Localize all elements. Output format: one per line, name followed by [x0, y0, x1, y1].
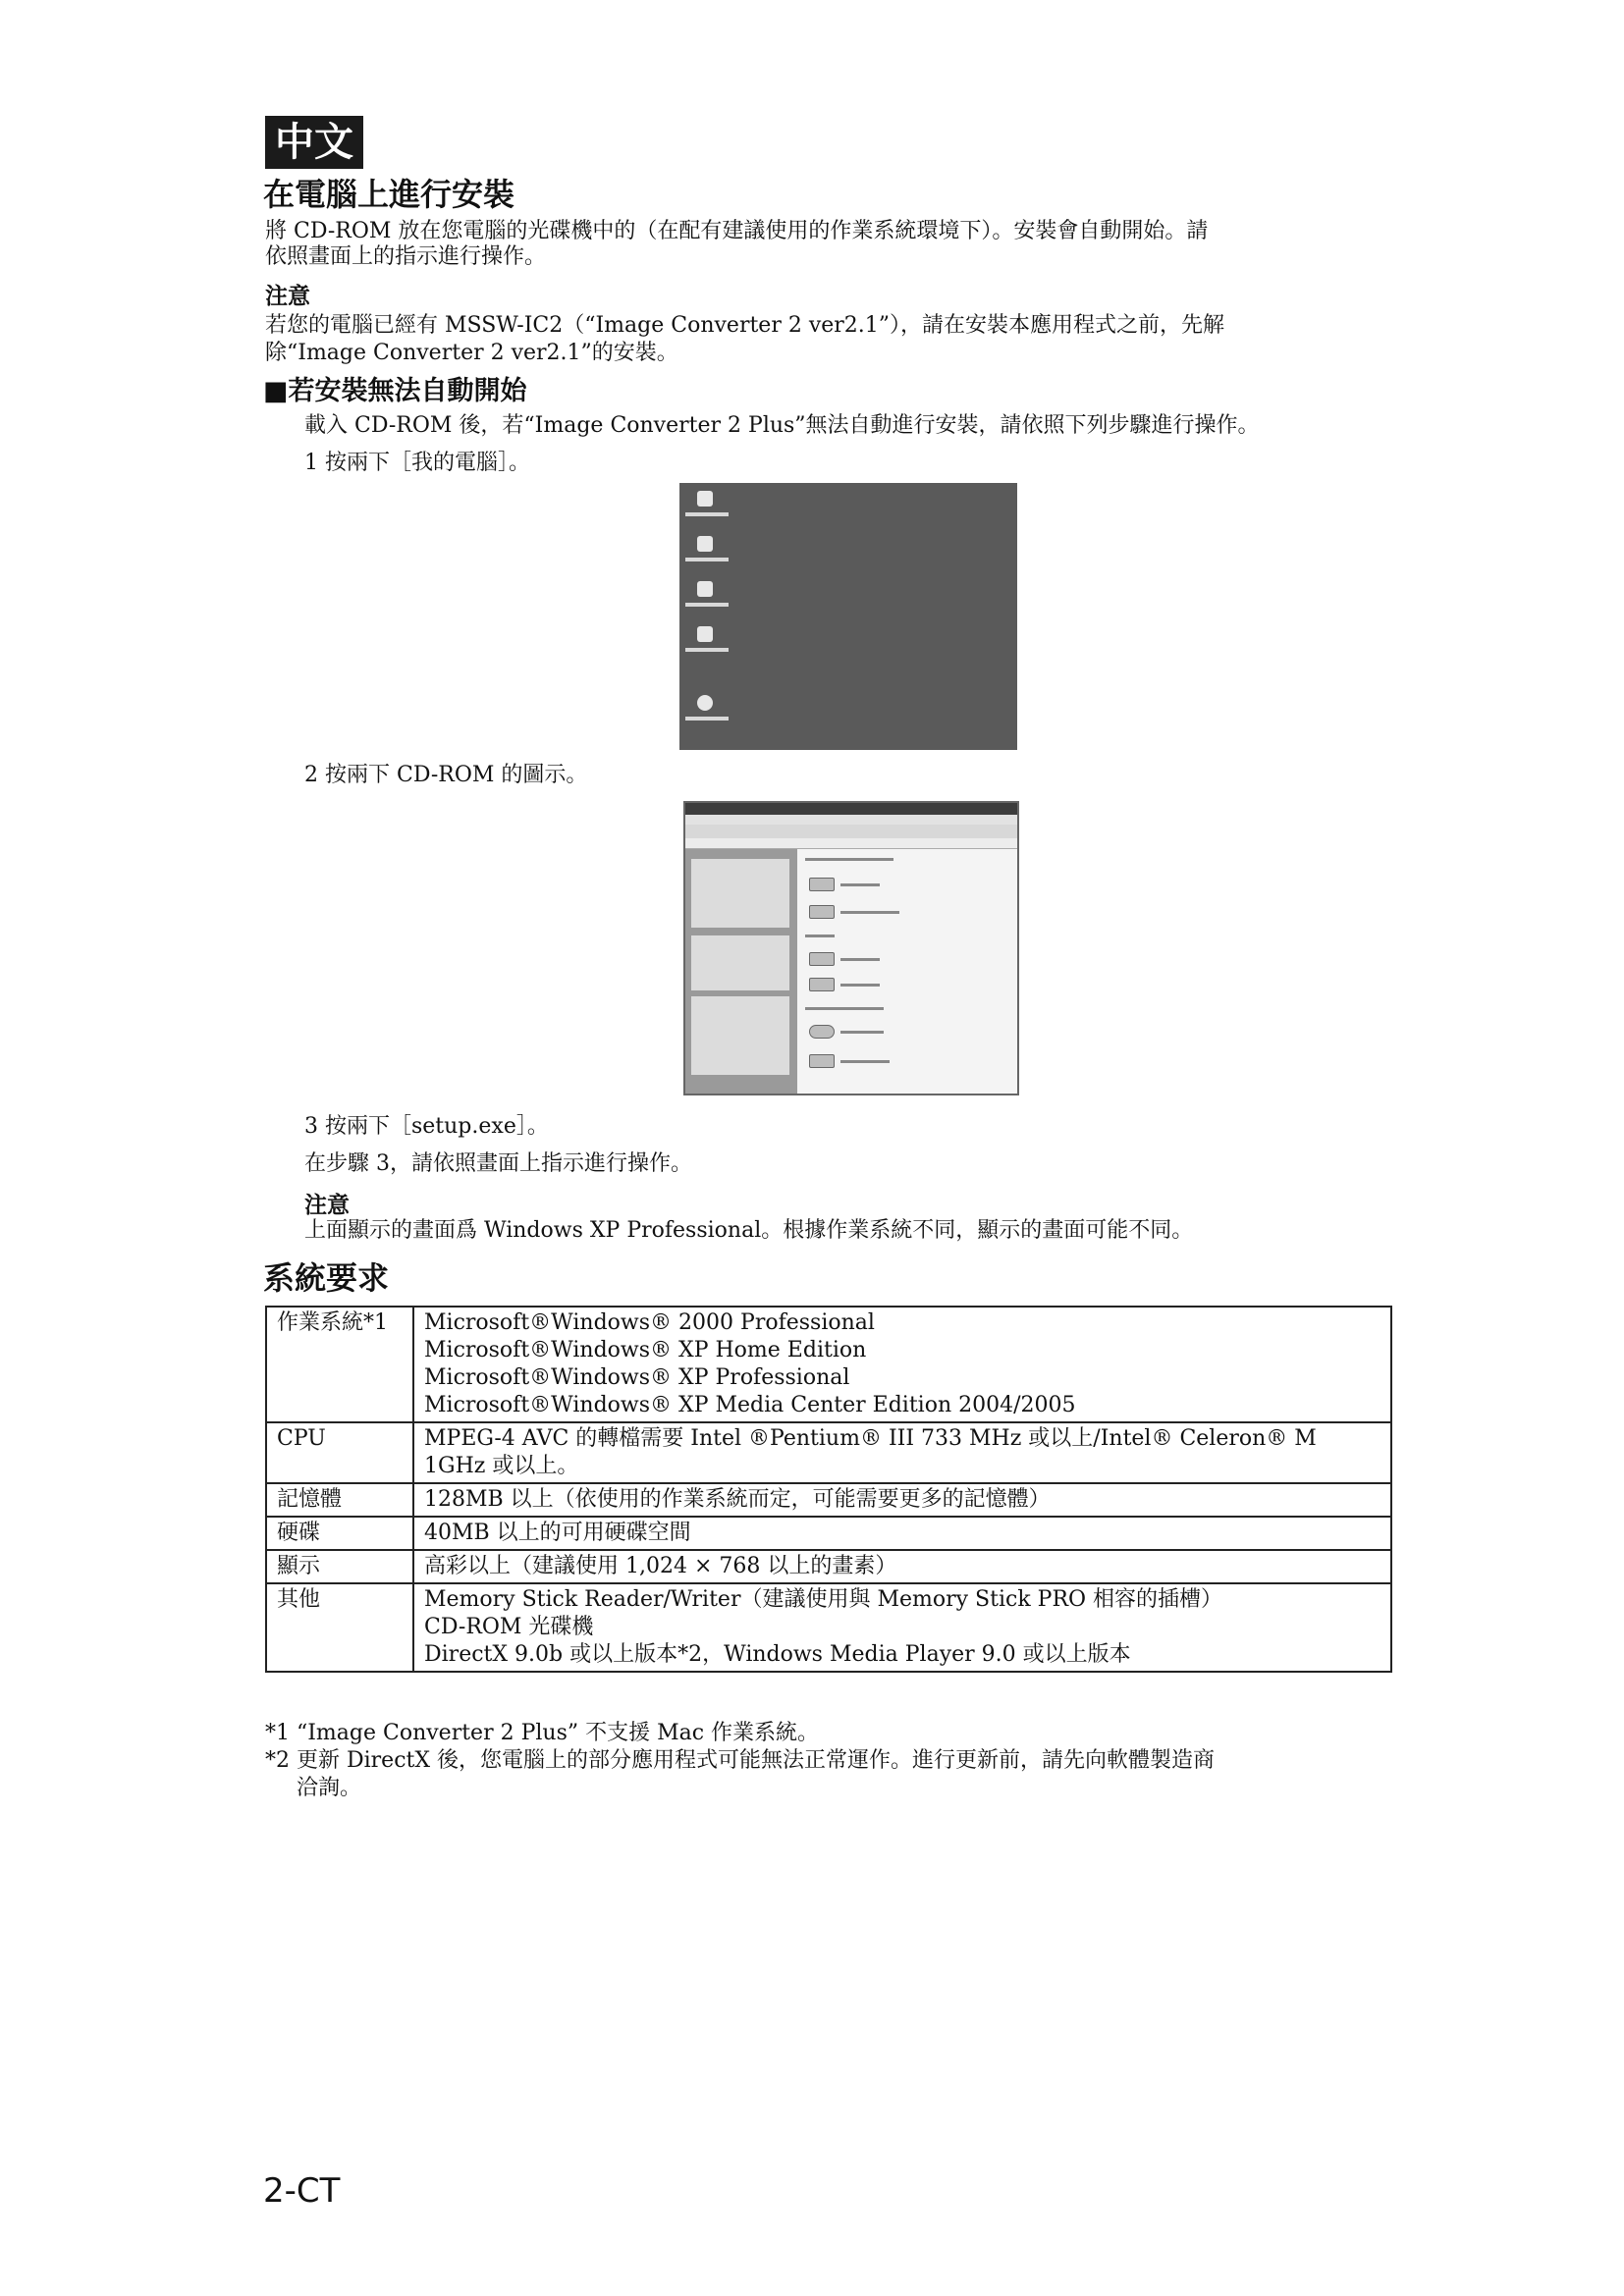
row-value-other [413, 1583, 1391, 1672]
hard-disk-icon [809, 978, 835, 991]
cd-rom-icon [809, 1025, 835, 1039]
cpu-line: 1GHz 或以上。 [424, 1454, 579, 1478]
table-row [266, 1583, 1391, 1672]
page-number: 2-CT [263, 2171, 341, 2211]
os-line: Microsoft®Windows® XP Professional [424, 1365, 850, 1390]
footnote-2-line1: *2 更新 DirectX 後，您電腦上的部分應用程式可能無法正常運作。進行更新前，請先向軟體製造商 [265, 1748, 1216, 1773]
cd-drive-icon [809, 1054, 835, 1068]
my-documents-icon [697, 491, 713, 507]
memory-line: 128MB 以上（依使用的作業系統而定，可能需要更多的記憶體） [424, 1487, 1051, 1512]
other-line: Memory Stick Reader/Writer（建議使用與 Memory Stick PRO 相容的插槽） [424, 1587, 1223, 1612]
row-label-os: 作業系統*1 [266, 1307, 413, 1422]
footnote-1: *1 “Image Converter 2 Plus” 不支援 Mac 作業系統。 [265, 1721, 820, 1745]
language-badge: 中文 [265, 116, 363, 169]
internet-explorer-icon [697, 695, 713, 711]
manual-install-title: ■若安裝無法自動開始 [263, 376, 527, 406]
row-label-memory: 記憶體 [266, 1483, 413, 1517]
cpu-line: MPEG-4 AVC 的轉檔需要 Intel ®Pentium® III 733 MHz 或以上/Intel® Celeron® M [424, 1426, 1317, 1451]
row-label-disk: 硬碟 [266, 1517, 413, 1550]
folder-icon [809, 878, 835, 891]
row-value-memory [413, 1483, 1391, 1517]
table-row [266, 1517, 1391, 1550]
row-label-cpu: CPU [266, 1422, 413, 1483]
my-computer-window-screenshot [683, 801, 1019, 1095]
install-intro-line2: 依照畫面上的指示進行操作。 [265, 244, 547, 269]
install-note-line1: 若您的電腦已經有 MSSW-IC2（“Image Converter 2 ver2.1”），請在安裝本應用程式之前，先解 [265, 313, 1225, 338]
windows-desktop-screenshot [679, 483, 1017, 750]
table-row [266, 1483, 1391, 1517]
os-line: Microsoft®Windows® XP Media Center Edition 2004/2005 [424, 1393, 1076, 1417]
step-2: 2 按兩下 CD-ROM 的圖示。 [304, 763, 588, 787]
manual-note-heading: 注意 [304, 1193, 350, 1218]
table-row [266, 1550, 1391, 1583]
row-value-disk [413, 1517, 1391, 1550]
requirements-table [265, 1306, 1392, 1673]
disk-line: 40MB 以上的可用硬碟空間 [424, 1521, 691, 1545]
folder-icon [809, 905, 835, 919]
step-1: 1 按兩下［我的電腦］。 [304, 451, 530, 475]
manual-install-intro: 載入 CD-ROM 後，若“Image Converter 2 Plus”無法自動進行安裝，請依照下列步驟進行操作。 [304, 413, 1260, 438]
row-value-os [413, 1307, 1391, 1422]
network-places-icon [697, 581, 713, 597]
row-value-display [413, 1550, 1391, 1583]
other-line: DirectX 9.0b 或以上版本*2，Windows Media Player 9.0 或以上版本 [424, 1642, 1131, 1667]
other-line: CD-ROM 光碟機 [424, 1615, 594, 1639]
my-computer-icon [697, 536, 713, 552]
step-3: 3 按兩下［setup.exe］。 [304, 1114, 549, 1139]
table-row [266, 1307, 1391, 1422]
requirements-title: 系統要求 [263, 1259, 390, 1297]
row-label-display: 顯示 [266, 1550, 413, 1583]
install-note-line2: 除“Image Converter 2 ver2.1”的安裝。 [265, 341, 678, 365]
manual-note: 上面顯示的畫面爲 Windows XP Professional。根據作業系統不同，顯示的畫面可能不同。 [304, 1218, 1194, 1243]
hard-disk-icon [809, 952, 835, 966]
step-3-follow: 在步驟 3，請依照畫面上指示進行操作。 [304, 1151, 692, 1176]
footnote-2-line2: 洽詢。 [297, 1776, 362, 1800]
row-value-cpu [413, 1422, 1391, 1483]
row-label-other: 其他 [266, 1583, 413, 1672]
table-row [266, 1422, 1391, 1483]
recycle-bin-icon [697, 626, 713, 642]
os-line: Microsoft®Windows® XP Home Edition [424, 1338, 867, 1362]
os-line: Microsoft®Windows® 2000 Professional [424, 1310, 875, 1335]
install-note-heading: 注意 [265, 284, 310, 309]
install-intro-line1: 將 CD-ROM 放在您電腦的光碟機中的（在配有建議使用的作業系統環境下）。安裝會自動開始。請 [265, 219, 1209, 243]
display-line: 高彩以上（建議使用 1,024 × 768 以上的畫素） [424, 1554, 897, 1578]
install-title: 在電腦上進行安裝 [263, 176, 515, 213]
